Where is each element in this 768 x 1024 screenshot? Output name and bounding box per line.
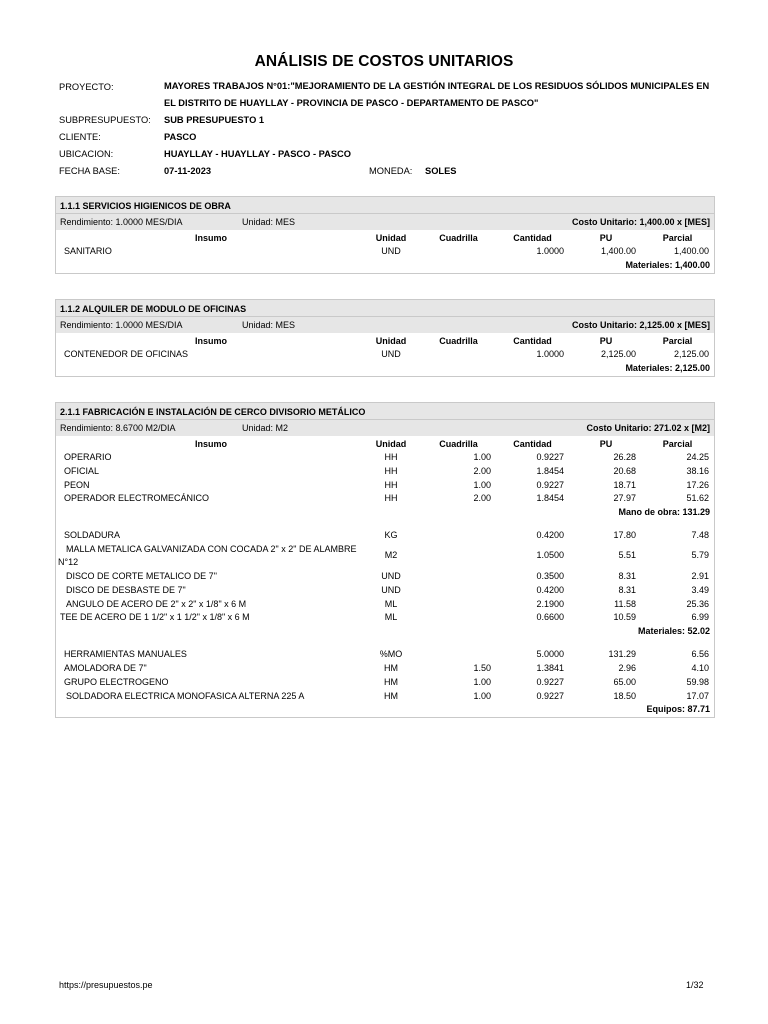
insumo-desc: TEE DE ACERO DE 1 1/2" x 1 1/2" x 1/8" x 6 M (60, 612, 250, 623)
insumo-unidad: HM (384, 690, 398, 701)
insumo-pu: 2.96 (618, 662, 636, 673)
insumo-pu: 5.51 (618, 549, 636, 560)
insumo-cantidad: 0.9227 (536, 479, 564, 490)
insumo-parcial: 25.36 (686, 598, 709, 609)
insumo-unidad: UND (381, 349, 401, 359)
table-row (56, 529, 714, 543)
insumo-pu: 26.28 (613, 452, 636, 462)
ubicacion-value: HUAYLLAY - HUAYLLAY - PASCO - PASCO (164, 149, 352, 159)
insumo-pu: 18.71 (613, 479, 636, 490)
col-parcial: Parcial (662, 233, 693, 243)
insumo-cuadrilla: 1.50 (473, 662, 491, 673)
subtotal-text: Mano de obra: 131.29 (618, 507, 710, 518)
block-title: 2.1.1 FABRICACIÓN E INSTALACIÓN DE CERCO DIVISORIO METÁLICO (60, 407, 366, 417)
insumo-parcial: 2.91 (691, 570, 709, 581)
insumo-unidad: UND (381, 584, 401, 595)
insumo-desc: SOLDADURA (64, 530, 121, 541)
moneda-label: MONEDA: (369, 166, 413, 176)
insumo-cantidad: 1.8454 (536, 493, 564, 504)
table-row (56, 598, 714, 612)
col-cuadrilla: Cuadrilla (439, 439, 478, 449)
subtotal-text: Materiales: 52.02 (637, 626, 710, 637)
insumo-cantidad: 0.9227 (536, 690, 564, 701)
insumo-parcial: 3.49 (691, 584, 709, 595)
fecha-value: 07-11-2023 (164, 166, 212, 176)
table-row (56, 584, 714, 598)
table-row (56, 479, 714, 493)
insumo-cuadrilla: 2.00 (473, 465, 491, 476)
block-title: 1.1.2 ALQUILER DE MODULO DE OFICINAS (60, 304, 247, 314)
footer-url[interactable]: https://presupuestos.pe (59, 980, 153, 990)
insumo-cuadrilla: 1.00 (473, 676, 491, 687)
block-header (56, 403, 714, 436)
page-number: 1/32 (686, 980, 704, 990)
insumo-cantidad: 0.4200 (536, 530, 564, 541)
col-cantidad: Cantidad (513, 233, 552, 243)
table-row (56, 662, 714, 676)
insumo-parcial: 7.48 (691, 530, 709, 541)
insumo-cantidad: 1.8454 (536, 465, 564, 476)
insumo-cantidad: 1.3841 (536, 662, 564, 673)
insumo-desc: SANITARIO (64, 246, 112, 256)
insumo-unidad: HH (384, 452, 398, 462)
insumo-parcial: 51.62 (686, 493, 709, 504)
insumo-pu: 17.80 (613, 530, 636, 541)
insumo-pu: 131.29 (608, 649, 636, 660)
insumo-desc: DISCO DE CORTE METALICO DE 7" (66, 570, 217, 581)
insumo-cuadrilla: 2.00 (473, 493, 491, 504)
fecha-label: FECHA BASE: (59, 166, 120, 176)
insumo-parcial: 17.26 (686, 479, 709, 490)
insumo-unidad: ML (384, 612, 398, 623)
analysis-block (55, 402, 715, 718)
insumo-unidad: HM (384, 676, 398, 687)
table-row (56, 611, 714, 625)
insumo-cantidad: 0.4200 (536, 584, 564, 595)
col-insumo: Insumo (194, 233, 227, 243)
insumo-unidad: HH (384, 479, 398, 490)
insumo-desc: CONTENEDOR DE OFICINAS (64, 349, 189, 359)
block-title: 1.1.1 SERVICIOS HIGIENICOS DE OBRA (60, 201, 231, 211)
insumo-unidad: KG (384, 530, 398, 541)
insumo-unidad: M2 (384, 549, 398, 560)
moneda-value: SOLES (425, 166, 457, 176)
insumo-cuadrilla: 1.00 (473, 690, 491, 701)
insumo-desc: MALLA METALICA GALVANIZADA CON COCADA 2" x 2" DE ALAMBRE (66, 543, 357, 554)
col-parcial: Parcial (662, 336, 693, 346)
insumo-pu: 27.97 (613, 493, 636, 504)
insumo-desc: OFICIAL (64, 465, 100, 476)
insumo-pu: 1,400.00 (600, 246, 636, 256)
insumo-cuadrilla: 1.00 (473, 479, 491, 490)
insumo-parcial: 17.07 (686, 690, 709, 701)
subtotal-text: Materiales: 1,400.00 (625, 259, 710, 270)
subpresupuesto-label: SUBPRESUPUESTO: (59, 115, 151, 125)
insumo-unidad: %MO (379, 649, 403, 660)
insumo-parcial: 6.56 (691, 649, 709, 660)
table-row (56, 690, 714, 704)
col-cuadrilla: Cuadrilla (439, 336, 478, 346)
col-unidad: Unidad (375, 336, 407, 346)
subtotal (56, 703, 714, 717)
insumo-desc: AMOLADORA DE 7" (64, 662, 147, 673)
col-parcial: Parcial (662, 439, 693, 449)
costo-unitario: Costo Unitario: 1,400.00 x [MES] (571, 217, 710, 227)
insumo-cantidad: 1.0000 (536, 349, 564, 359)
unidad: Unidad: MES (242, 320, 296, 330)
col-unidad: Unidad (375, 233, 407, 243)
insumo-cantidad: 0.9227 (536, 676, 564, 687)
page-title: ANÁLISIS DE COSTOS UNITARIOS (254, 53, 514, 70)
insumo-unidad: HM (384, 662, 398, 673)
insumo-cantidad: 0.6600 (536, 612, 564, 623)
costo-unitario: Costo Unitario: 2,125.00 x [MES] (571, 320, 710, 330)
insumo-desc: ANGULO DE ACERO DE 2" x 2" x 1/8" x 6 M (66, 598, 247, 609)
insumo-cantidad: 0.3500 (536, 570, 564, 581)
subtotal (56, 506, 714, 520)
column-header-row (56, 436, 714, 451)
insumo-pu: 8.31 (618, 570, 636, 581)
insumo-desc: OPERADOR ELECTROMECÁNICO (64, 493, 210, 504)
subtotal (56, 625, 714, 639)
subtotal (56, 259, 714, 273)
rendimiento: Rendimiento: 8.6700 M2/DIA (60, 423, 176, 433)
costo-unitario: Costo Unitario: 271.02 x [M2] (586, 423, 710, 433)
table-row (56, 543, 714, 570)
insumo-parcial: 4.10 (691, 662, 709, 673)
col-pu: PU (599, 233, 613, 243)
table-row (56, 245, 714, 259)
table-row (56, 492, 714, 506)
cliente-label: CLIENTE: (59, 132, 101, 142)
col-insumo: Insumo (194, 336, 227, 346)
column-header-row (56, 230, 714, 245)
insumo-desc: PEON (64, 479, 90, 490)
insumo-pu: 65.00 (613, 676, 636, 687)
insumo-parcial: 6.99 (691, 612, 709, 623)
table-row (56, 451, 714, 465)
rendimiento: Rendimiento: 1.0000 MES/DIA (60, 217, 183, 227)
insumo-parcial: 5.79 (691, 549, 709, 560)
rendimiento: Rendimiento: 1.0000 MES/DIA (60, 320, 183, 330)
insumo-pu: 20.68 (613, 465, 636, 476)
insumo-parcial: 24.25 (686, 452, 709, 462)
col-cantidad: Cantidad (513, 336, 552, 346)
insumo-unidad: HH (384, 493, 398, 504)
unidad: Unidad: M2 (242, 423, 289, 433)
insumo-desc: SOLDADORA ELECTRICA MONOFASICA ALTERNA 225 A (66, 690, 305, 701)
analysis-block (55, 196, 715, 274)
insumo-unidad: HH (384, 465, 398, 476)
insumo-parcial: 1,400.00 (673, 246, 709, 256)
insumo-cantidad: 0.9227 (536, 452, 564, 462)
insumo-desc: OPERARIO (64, 452, 112, 462)
col-pu: PU (599, 439, 613, 449)
insumo-desc: GRUPO ELECTROGENO (64, 676, 169, 687)
table-row (56, 465, 714, 479)
proyecto-label: PROYECTO: (59, 82, 114, 92)
analysis-block (55, 299, 715, 377)
insumo-pu: 18.50 (613, 690, 636, 701)
col-cantidad: Cantidad (513, 439, 552, 449)
insumo-pu: 11.58 (614, 598, 636, 609)
insumo-parcial: 59.98 (686, 676, 709, 687)
block-header (56, 300, 714, 333)
table-row (56, 676, 714, 690)
subtotal-text: Materiales: 2,125.00 (625, 362, 710, 373)
subpresupuesto-value: SUB PRESUPUESTO 1 (164, 115, 265, 125)
unidad: Unidad: MES (242, 217, 296, 227)
insumo-unidad: UND (381, 570, 401, 581)
insumo-pu: 2,125.00 (600, 349, 636, 359)
column-header-row (56, 333, 714, 348)
insumo-desc: DISCO DE DESBASTE DE 7" (66, 584, 186, 595)
block-header (56, 197, 714, 230)
table-row (56, 648, 714, 662)
insumo-pu: 8.31 (618, 584, 636, 595)
cliente-value: PASCO (164, 132, 197, 142)
insumo-cuadrilla: 1.00 (473, 452, 491, 462)
proyecto-value: MAYORES TRABAJOS N°01:"MEJORAMIENTO DE LA GESTIÓN INTEGRAL DE LOS RESIDUOS SÓLIDOS MUNICIPALES EN EL DISTRITO DE HUAYLLAY - PROVINCIA DE PASCO - DEPARTAMENTO DE PASCO" (164, 81, 710, 108)
subtotal-text: Equipos: 87.71 (646, 704, 710, 715)
insumo-pu: 10.59 (613, 612, 636, 623)
insumo-parcial: 2,125.00 (673, 349, 709, 359)
insumo-parcial: 38.16 (686, 465, 709, 476)
col-unidad: Unidad (375, 439, 407, 449)
insumo-cantidad: 1.0000 (536, 246, 564, 256)
subtotal (56, 362, 714, 376)
insumo-desc: HERRAMIENTAS MANUALES (64, 649, 187, 660)
col-insumo: Insumo (194, 439, 227, 449)
insumo-cantidad: 2.1900 (536, 598, 564, 609)
insumo-cantidad: 1.0500 (536, 549, 564, 560)
insumo-unidad: UND (381, 246, 401, 256)
col-cuadrilla: Cuadrilla (439, 233, 478, 243)
ubicacion-label: UBICACION: (59, 149, 114, 159)
table-row (56, 348, 714, 362)
insumo-cantidad: 5.0000 (536, 649, 564, 660)
table-row (56, 570, 714, 584)
col-pu: PU (599, 336, 613, 346)
insumo-unidad: ML (384, 598, 398, 609)
insumo-desc-cont: N°12 (58, 556, 79, 567)
